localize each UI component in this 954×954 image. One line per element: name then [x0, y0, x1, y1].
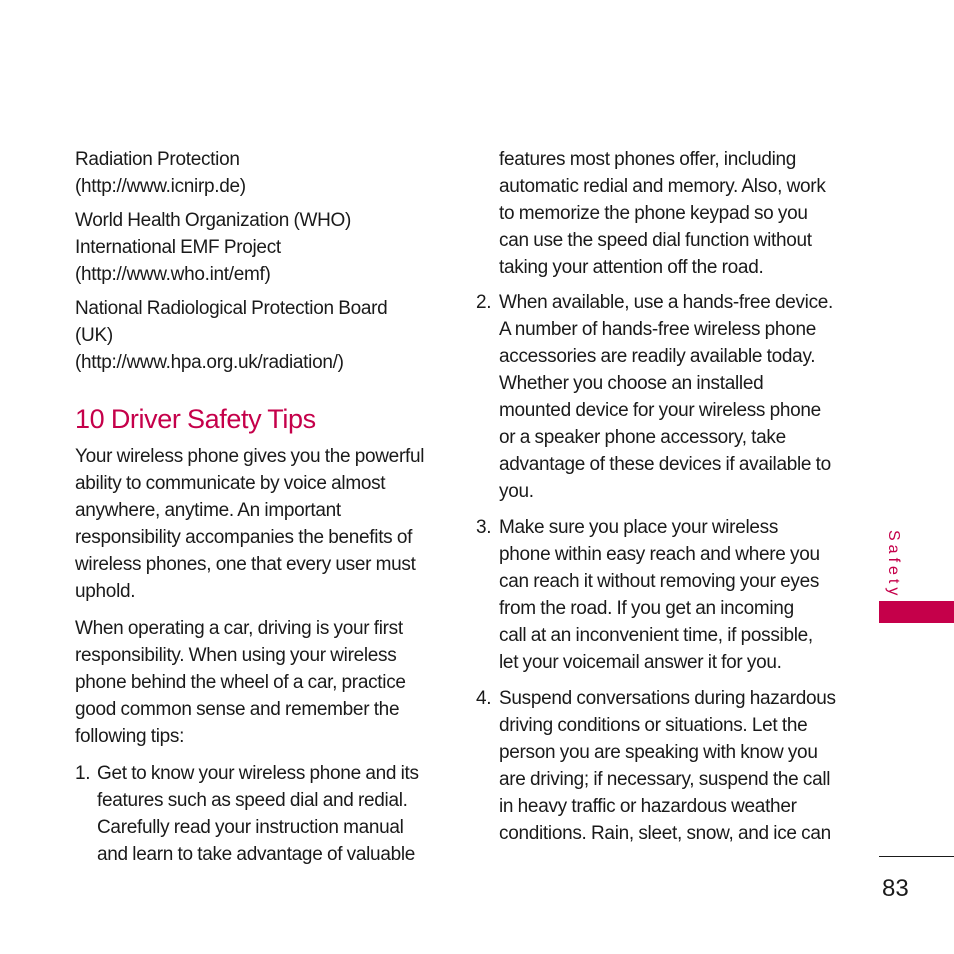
reference-nrpb: National Radiological Protection Board (UK) (http://www.hpa.org.uk/radiation/) — [75, 298, 388, 373]
tip-item-3 — [476, 514, 836, 676]
tip-number: 1. — [75, 763, 91, 784]
operating-paragraph: When operating a car, driving is your first responsibility. When using your wireless phone behind the wheel of a car, practice good common sense and remember the following tips: — [75, 618, 406, 747]
tip-number: 4. — [476, 688, 492, 709]
section-heading: 10 Driver Safety Tips — [75, 404, 316, 434]
tip-text: Suspend conversations during hazardous driving conditions or situations. Let the person you are speaking with know you are driving; if necessary, suspend the call in heavy traffic or hazardous weather conditions. Rain, sleet, snow, and ice can — [499, 688, 836, 844]
page-number: 83 — [882, 875, 909, 902]
reference-who: World Health Organization (WHO) International EMF Project (http://www.who.int/emf) — [75, 210, 352, 285]
tip-text: Make sure you place your wireless phone within easy reach and where you can reach it without removing your eyes from the road. If you get an incoming call at an inconvenient time, if possible, let your voicemail answer it for you. — [499, 517, 820, 673]
tip-text: Get to know your wireless phone and its features such as speed dial and redial. Carefully read your instruction manual and learn to take advantage of valuable — [97, 763, 419, 865]
tip-1-continuation: features most phones offer, including automatic redial and memory. Also, work to memorize the phone keypad so you can use the speed dial function without taking your attention off the road. — [499, 149, 826, 278]
footer-divider — [879, 856, 954, 857]
tip-number: 2. — [476, 292, 492, 313]
intro-paragraph: Your wireless phone gives you the powerful ability to communicate by voice almost anywhere, anytime. An important responsibility accompanies the benefits of wireless phones, one that every user must uphold. — [75, 446, 425, 602]
tip-text: When available, use a hands-free device. A number of hands-free wireless phone accessories are readily available today. Whether you choose an installed mounted device for your wireless phone or a speaker phone accessory, take advantage of these devices if available to you. — [499, 292, 834, 502]
tip-item-2 — [476, 289, 836, 505]
section-tab-label: Safety — [885, 530, 902, 600]
left-column — [75, 146, 435, 876]
right-column — [476, 146, 836, 856]
tip-item-4 — [476, 685, 836, 847]
reference-icnirp: Radiation Protection (http://www.icnirp.de) — [75, 149, 246, 197]
tip-number: 3. — [476, 517, 492, 538]
section-tab-marker — [879, 601, 954, 623]
tip-item-1 — [75, 760, 435, 868]
